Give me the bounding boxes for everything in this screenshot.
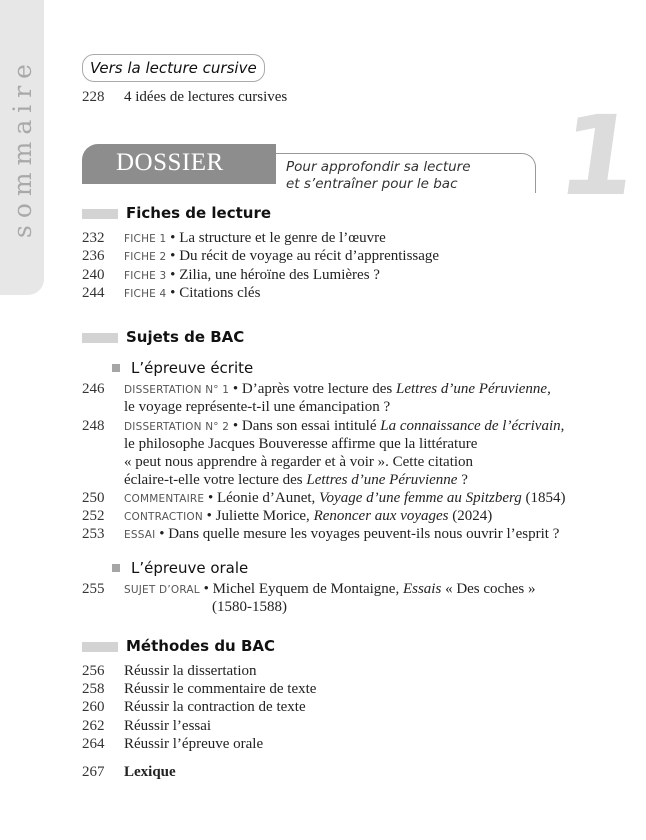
toc-entry[interactable]: CONTRACTION • Juliette Morice, Renoncer aux voyages (2024): [124, 508, 493, 524]
toc-page-number[interactable]: 256: [82, 663, 105, 679]
section-title-sujets: Sujets de BAC: [126, 328, 245, 346]
toc-page-number[interactable]: 252: [82, 508, 105, 524]
dossier-subtitle: [286, 159, 526, 193]
toc-entry[interactable]: DISSERTATION N° 2 • Dans son essai intitulé La connaissance de l’écrivain,: [124, 418, 565, 434]
decor-number-one: 1: [551, 92, 646, 220]
toc-entry[interactable]: Réussir le commentaire de texte: [124, 681, 317, 697]
toc-entry[interactable]: ESSAI • Dans quelle mesure les voyages peuvent-ils nous ouvrir l’esprit ?: [124, 526, 560, 542]
toc-entry-continued[interactable]: le voyage représente-t-il une émancipation ?: [124, 399, 391, 415]
subsection-title-ecrite: L’épreuve écrite: [131, 359, 254, 377]
toc-entry[interactable]: FICHE 3 • Zilia, une héroïne des Lumières ?: [124, 267, 380, 283]
section-title-fiches: Fiches de lecture: [126, 204, 272, 222]
toc-entry[interactable]: Réussir la dissertation: [124, 663, 257, 679]
entry-tag: FICHE 2: [124, 251, 167, 263]
entry-tag: FICHE 4: [124, 288, 167, 300]
sidebar-label: [0, 0, 44, 295]
subsection-marker: [112, 364, 120, 372]
entry-tag: COMMENTAIRE: [124, 493, 205, 505]
toc-page-number[interactable]: 248: [82, 418, 105, 434]
toc-page-number[interactable]: 264: [82, 736, 105, 752]
toc-page-number[interactable]: 250: [82, 490, 105, 506]
dossier-title: DOSSIER: [82, 144, 276, 184]
toc-entry[interactable]: 4 idées de lectures cursives: [124, 89, 288, 105]
toc-entry-continued[interactable]: le philosophe Jacques Bouveresse affirme que la littérature: [124, 436, 478, 452]
entry-tag: FICHE 3: [124, 270, 167, 282]
toc-entry-continued[interactable]: « peut nous apprendre à regarder et à voir ». Cette citation: [124, 454, 474, 470]
toc-entry-continued[interactable]: (1580-1588): [212, 599, 287, 615]
entry-tag: SUJET D’ORAL: [124, 584, 200, 596]
toc-entry-lexique[interactable]: Lexique: [124, 764, 176, 780]
toc-page-number[interactable]: 228: [82, 89, 105, 105]
toc-page-number[interactable]: 255: [82, 581, 105, 597]
toc-entry[interactable]: FICHE 2 • Du récit de voyage au récit d’apprentissage: [124, 248, 440, 264]
section-marker: [82, 642, 118, 652]
section-marker: [82, 333, 118, 343]
toc-page-number[interactable]: 232: [82, 230, 105, 246]
entry-tag: DISSERTATION N° 1: [124, 384, 230, 396]
dossier-subtitle-line: Pour approfondir sa lecture: [286, 159, 471, 175]
toc-page-number[interactable]: 236: [82, 248, 105, 264]
toc-page-number[interactable]: 260: [82, 699, 105, 715]
toc-entry[interactable]: FICHE 1 • La structure et le genre de l’œuvre: [124, 230, 386, 246]
toc-page-number[interactable]: 258: [82, 681, 105, 697]
toc-entry[interactable]: FICHE 4 • Citations clés: [124, 285, 261, 301]
toc-entry[interactable]: COMMENTAIRE • Léonie d’Aunet, Voyage d’une femme au Spitzberg (1854): [124, 490, 566, 506]
dossier-subtitle-line: et s’entraîner pour le bac: [286, 176, 458, 192]
subsection-title-orale: L’épreuve orale: [131, 559, 249, 577]
section-marker: [82, 209, 118, 219]
cursive-section-title: Vers la lecture cursive: [82, 54, 265, 82]
entry-tag: CONTRACTION: [124, 511, 203, 523]
toc-page-number[interactable]: 253: [82, 526, 105, 542]
toc-page-number[interactable]: 244: [82, 285, 105, 301]
subsection-marker: [112, 564, 120, 572]
section-title-methodes: Méthodes du BAC: [126, 637, 276, 655]
entry-tag: DISSERTATION N° 2: [124, 421, 230, 433]
toc-entry[interactable]: Réussir l’essai: [124, 718, 212, 734]
toc-entry-continued[interactable]: éclaire-t-elle votre lecture des Lettres d’une Péruvienne ?: [124, 472, 468, 488]
sidebar-label-text: sommaire: [7, 57, 37, 238]
toc-page-number[interactable]: 267: [82, 764, 105, 780]
entry-tag: ESSAI: [124, 529, 156, 541]
toc-page-number[interactable]: 262: [82, 718, 105, 734]
toc-entry[interactable]: Réussir la contraction de texte: [124, 699, 306, 715]
toc-entry[interactable]: Réussir l’épreuve orale: [124, 736, 264, 752]
entry-tag: FICHE 1: [124, 233, 167, 245]
toc-page-number[interactable]: 240: [82, 267, 105, 283]
toc-entry[interactable]: DISSERTATION N° 1 • D’après votre lecture des Lettres d’une Péruvienne,: [124, 381, 551, 397]
toc-entry[interactable]: SUJET D’ORAL • Michel Eyquem de Montaigne, Essais « Des coches »: [124, 581, 536, 597]
toc-page-number[interactable]: 246: [82, 381, 105, 397]
